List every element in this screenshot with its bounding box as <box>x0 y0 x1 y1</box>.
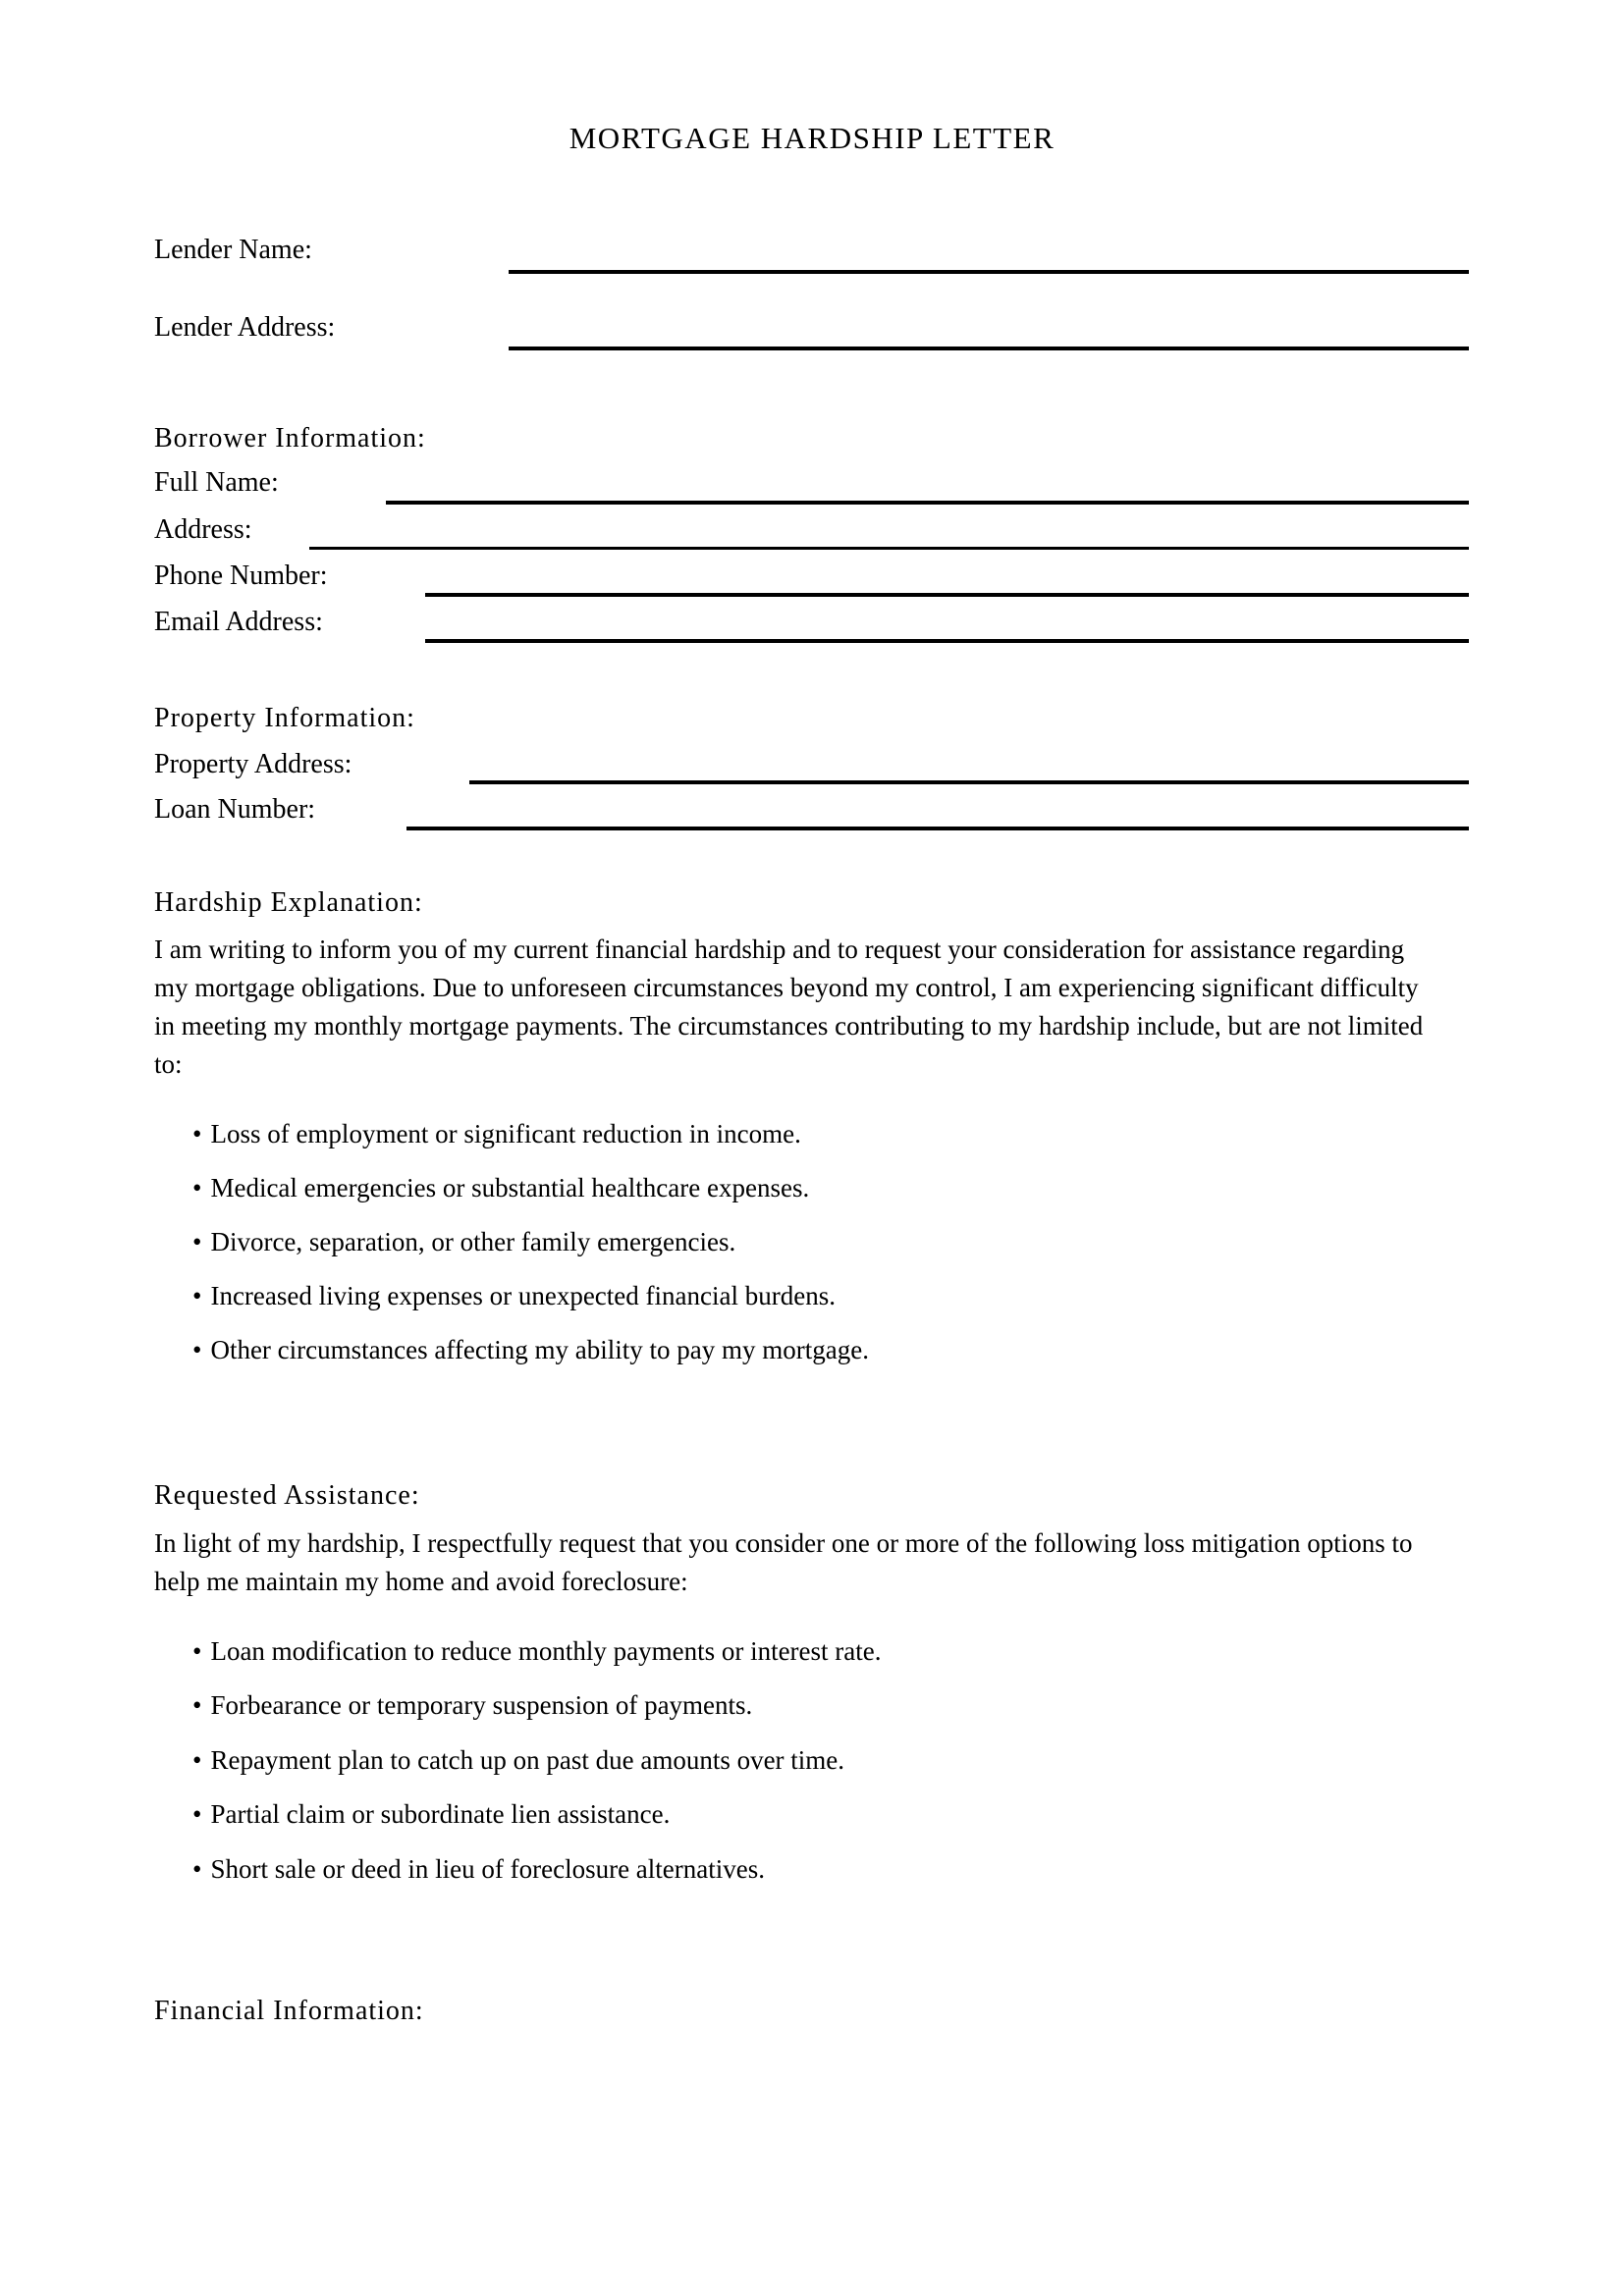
list-item <box>192 1120 801 1148</box>
bullet-icon <box>192 1173 210 1202</box>
list-item <box>192 1282 836 1309</box>
list-item <box>192 1174 809 1201</box>
bullet-text: Short sale or deed in lieu of foreclosure alternatives. <box>210 1854 766 1884</box>
bullet-icon <box>192 1335 210 1364</box>
bullet-text: Increased living expenses or unexpected financial burdens. <box>210 1281 836 1310</box>
borrower-information-heading: Borrower Information: <box>154 423 426 454</box>
bullet-text: Other circumstances affecting my ability to pay my mortgage. <box>210 1335 869 1364</box>
bullet-text: Repayment plan to catch up on past due amounts over time. <box>210 1745 845 1775</box>
bullet-icon <box>192 1636 210 1666</box>
list-item <box>192 1228 735 1255</box>
bullet-icon <box>192 1119 210 1148</box>
bullet-icon <box>192 1854 210 1884</box>
bullet-text: Divorce, separation, or other family emergencies. <box>210 1227 736 1256</box>
property-address-input-line[interactable] <box>469 780 1469 784</box>
bullet-text: Partial claim or subordinate lien assistance. <box>210 1799 671 1829</box>
full-name-input-line[interactable] <box>386 501 1469 505</box>
paragraph-line: in meeting my monthly mortgage payments. The circumstances contributing to my hardship include, but are not limited <box>154 1011 1424 1041</box>
lender-address-label: Lender Address: <box>154 312 336 343</box>
list-item <box>192 1800 670 1828</box>
bullet-icon <box>192 1227 210 1256</box>
list-item <box>192 1336 869 1363</box>
list-item <box>192 1691 752 1719</box>
lender-name-input-line[interactable] <box>509 270 1469 274</box>
hardship-explanation-heading: Hardship Explanation: <box>154 887 423 918</box>
requested-assistance-heading: Requested Assistance: <box>154 1480 420 1511</box>
list-item <box>192 1637 882 1665</box>
full-name-label: Full Name: <box>154 467 279 498</box>
paragraph-line: help me maintain my home and avoid foreclosure: <box>154 1567 688 1596</box>
phone-number-input-line[interactable] <box>425 593 1469 597</box>
list-item <box>192 1855 765 1883</box>
email-address-input-line[interactable] <box>425 639 1469 643</box>
list-item <box>192 1746 844 1774</box>
borrower-address-input-line[interactable] <box>309 547 1469 550</box>
property-address-label: Property Address: <box>154 749 352 779</box>
financial-information-heading: Financial Information: <box>154 1996 424 2026</box>
email-address-label: Email Address: <box>154 607 323 637</box>
bullet-icon <box>192 1745 210 1775</box>
property-information-heading: Property Information: <box>154 703 415 733</box>
paragraph-line: my mortgage obligations. Due to unforeseen circumstances beyond my control, I am experiencing significant difficulty <box>154 973 1419 1002</box>
loan-number-input-line[interactable] <box>406 827 1469 830</box>
paragraph-line: to: <box>154 1049 183 1079</box>
page-title: MORTGAGE HARDSHIP LETTER <box>568 121 1056 155</box>
bullet-icon <box>192 1799 210 1829</box>
hardship-paragraph <box>154 931 1423 1084</box>
paragraph-line: In light of my hardship, I respectfully request that you consider one or more of the following loss mitigation options to <box>154 1528 1413 1558</box>
loan-number-label: Loan Number: <box>154 794 316 825</box>
bullet-text: Loss of employment or significant reduction in income. <box>210 1119 801 1148</box>
paragraph-line: I am writing to inform you of my current financial hardship and to request your consideration for assistance regarding <box>154 934 1405 964</box>
bullet-text: Loan modification to reduce monthly payments or interest rate. <box>210 1636 882 1666</box>
borrower-address-label: Address: <box>154 514 252 545</box>
bullet-icon <box>192 1281 210 1310</box>
bullet-text: Forbearance or temporary suspension of payments. <box>210 1690 753 1720</box>
bullet-text: Medical emergencies or substantial healthcare expenses. <box>210 1173 810 1202</box>
lender-address-input-line[interactable] <box>509 347 1469 350</box>
lender-name-label: Lender Name: <box>154 235 312 265</box>
phone-number-label: Phone Number: <box>154 561 328 591</box>
bullet-icon <box>192 1690 210 1720</box>
assistance-paragraph <box>154 1524 1413 1601</box>
